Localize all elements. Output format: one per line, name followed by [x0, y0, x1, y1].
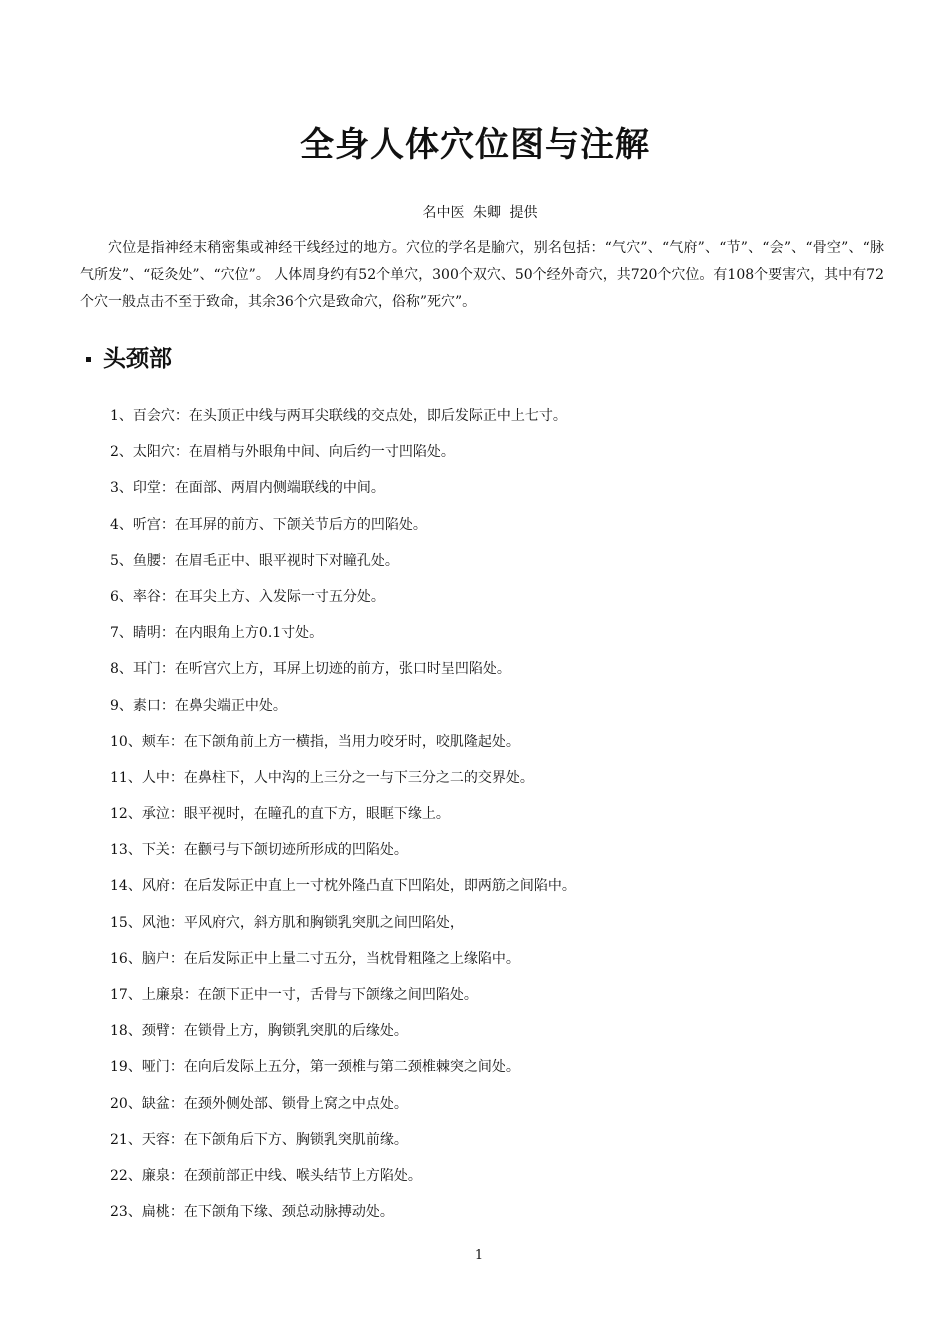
document-title: 全身人体穴位图与注解	[300, 125, 650, 165]
bullet-icon	[86, 357, 91, 362]
list-item: 8、耳门：在听宫穴上方，耳屏上切迹的前方，张口时呈凹陷处。	[110, 661, 511, 678]
list-item: 5、鱼腰：在眉毛正中、眼平视时下对瞳孔处。	[110, 552, 399, 569]
list-item: 20、缺盆：在颈外侧处部、锁骨上窝之中点处。	[110, 1095, 408, 1112]
section-heading-label: 头颈部	[103, 346, 172, 372]
list-item: 18、颈臂：在锁骨上方，胸锁乳突肌的后缘处。	[110, 1023, 408, 1040]
list-item: 23、扁桃：在下颌角下缘、颈总动脉搏动处。	[110, 1204, 394, 1221]
list-item: 2、太阳穴：在眉梢与外眼角中间、向后约一寸凹陷处。	[110, 444, 455, 461]
list-item: 15、风池：平风府穴，斜方肌和胸锁乳突肌之间凹陷处，	[110, 914, 464, 931]
list-item: 10、颊车：在下颌角前上方一横指，当用力咬牙时，咬肌隆起处。	[110, 733, 520, 750]
list-item: 22、廉泉：在颈前部正中线、喉头结节上方陷处。	[110, 1167, 422, 1184]
list-item: 16、脑户：在后发际正中上量二寸五分，当枕骨粗隆之上缘陷中。	[110, 950, 520, 967]
list-item: 3、印堂：在面部、两眉内侧端联线的中间。	[110, 480, 385, 497]
list-item: 17、上廉泉：在颌下正中一寸，舌骨与下颌缘之间凹陷处。	[110, 987, 478, 1003]
list-item: 7、睛明：在内眼角上方0.1寸处。	[110, 625, 324, 642]
author-line: 名中医 朱卿 提供	[422, 205, 538, 221]
list-item: 19、哑门：在向后发际上五分，第一颈椎与第二颈椎棘突之间处。	[110, 1059, 520, 1076]
section-heading	[86, 342, 172, 376]
list-item: 11、人中：在鼻柱下，人中沟的上三分之一与下三分之二的交界处。	[110, 769, 534, 786]
list-item: 1、百会穴：在头顶正中线与两耳尖联线的交点处，即后发际正中上七寸。	[110, 408, 567, 424]
page-number: 1	[474, 1248, 484, 1263]
acupoint-list	[110, 402, 890, 1234]
list-item: 21、天容：在下颌角后下方、胸锁乳突肌前缘。	[110, 1131, 408, 1148]
list-item: 6、率谷：在耳尖上方、入发际一寸五分处。	[110, 588, 385, 605]
intro-paragraph: 穴位是指神经末稍密集或神经干线经过的地方。穴位的学名是腧穴，别名包括：“气穴”、“气府”、“节”、“会”、“骨空”、“脉气所发”、“砭灸处”、“穴位”。 人体周身约有52个单穴，300个双穴、50个经外奇穴，共720个穴位。有108个要害穴，其中有72个穴一般点击不至于致命，其余36个穴是致命穴，俗称”死穴”。	[80, 240, 884, 310]
list-item: 12、承泣：眼平视时，在瞳孔的直下方，眼眶下缘上。	[110, 806, 450, 823]
list-item: 9、素口：在鼻尖端正中处。	[110, 697, 287, 714]
list-item: 4、听宫：在耳屏的前方、下颌关节后方的凹陷处。	[110, 516, 427, 533]
list-item: 14、风府：在后发际正中直上一寸枕外隆凸直下凹陷处，即两筋之间陷中。	[110, 878, 576, 895]
list-item: 13、下关：在颧弓与下颌切迹所形成的凹陷处。	[110, 842, 408, 859]
